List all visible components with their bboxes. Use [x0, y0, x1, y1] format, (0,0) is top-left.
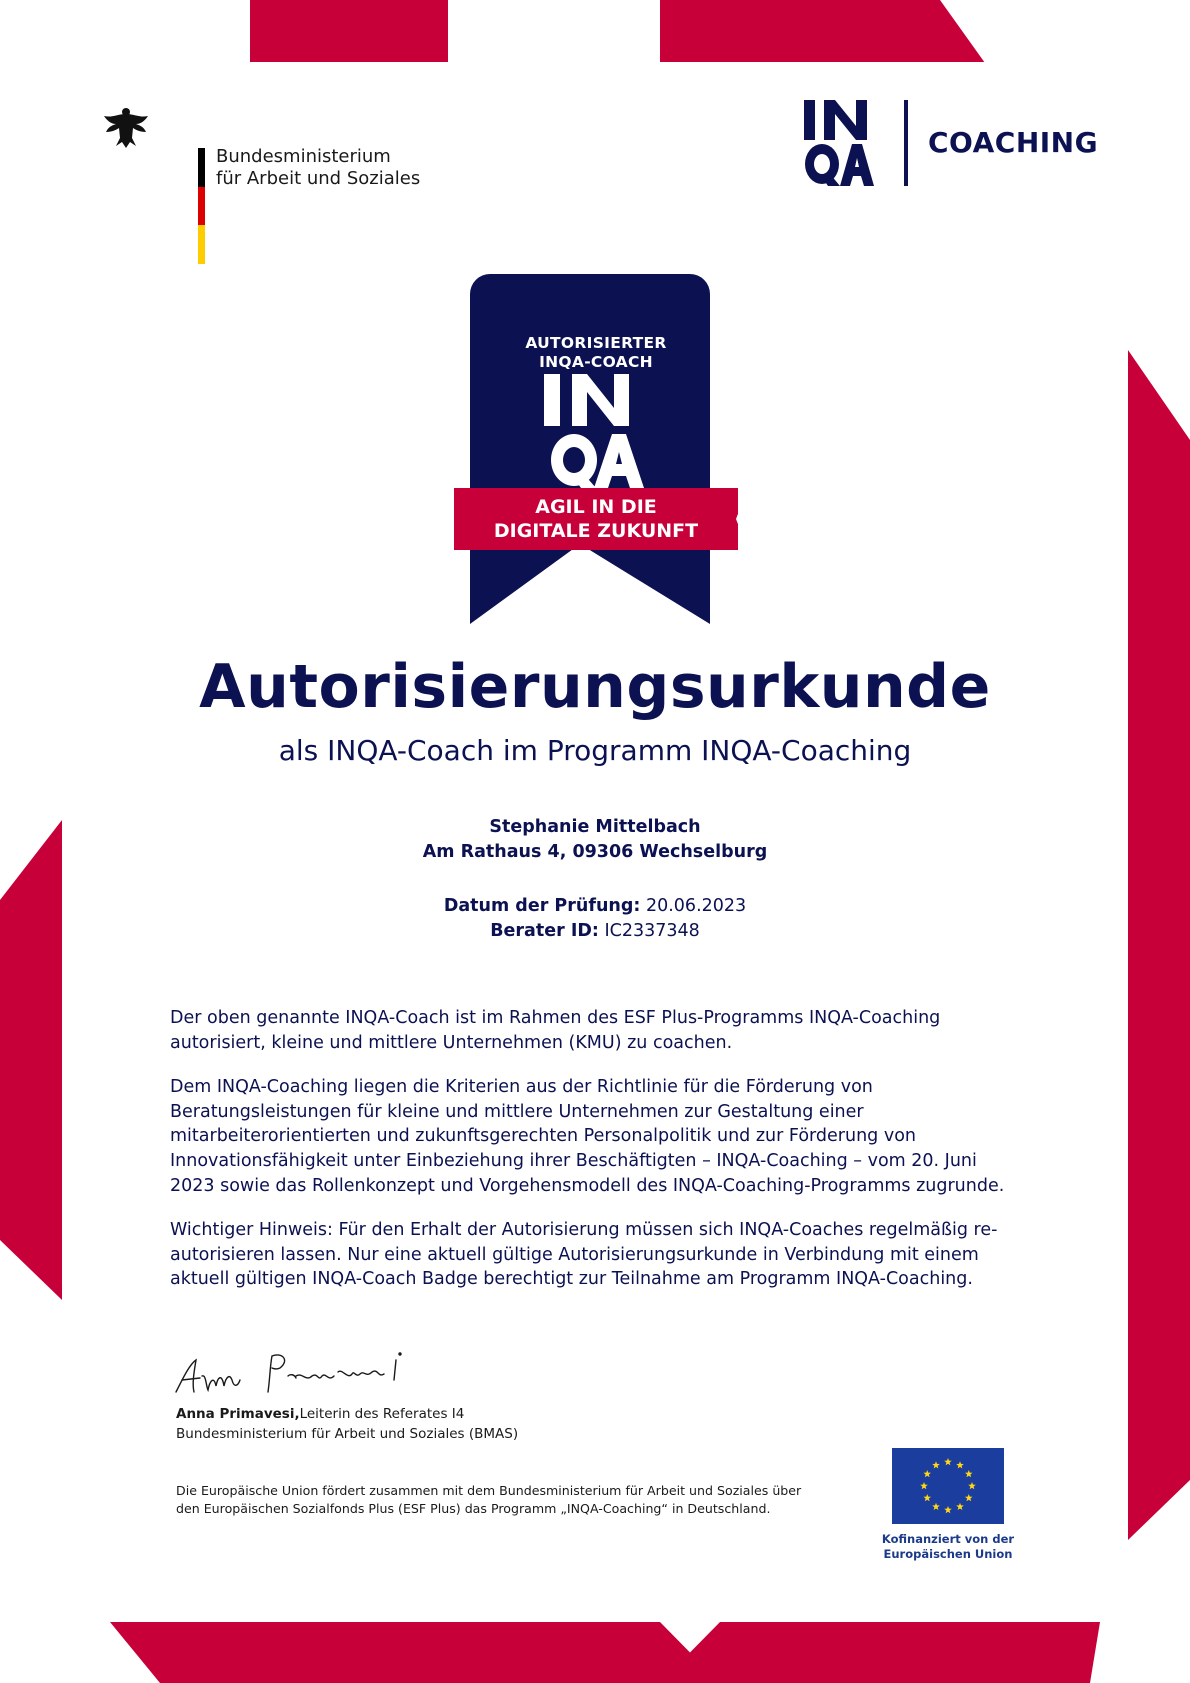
advisor-id-value: IC2337348 — [604, 921, 700, 941]
badge-year-start: 2023 — [574, 575, 618, 593]
exam-date-value: 20.06.2023 — [645, 896, 747, 916]
authorized-coach-badge — [454, 274, 738, 624]
eu-caption-line1: Kofinanziert von der — [881, 1532, 1015, 1546]
holder-address: Am Rathaus 4, 09306 Wechselburg — [422, 842, 768, 862]
exam-date-label: Datum der Prüfung: — [443, 896, 641, 916]
certificate-paper — [62, 62, 1128, 1622]
signer-block — [176, 1404, 518, 1444]
german-flag-bar — [198, 148, 205, 264]
badge-band-line2: DIGITALE ZUKUNFT — [493, 520, 699, 542]
logo-divider — [904, 100, 908, 186]
badge-band-line1: AGIL IN DIE — [535, 496, 657, 518]
badge-year-end: 2024 — [574, 607, 618, 625]
badge-line2: INQA-COACH — [539, 353, 653, 371]
signer-org: Bundesministerium für Arbeit und Soziales (BMAS) — [176, 1426, 519, 1442]
inqa-mark-icon — [804, 100, 874, 186]
exam-date — [62, 894, 1128, 919]
signer-name: Anna Primavesi, — [176, 1406, 300, 1422]
certificate-title: Autorisierungsurkunde — [199, 652, 991, 722]
certificate-body — [170, 1006, 1020, 1312]
badge-line1: AUTORISIERTER — [525, 334, 667, 352]
signer-name-line — [176, 1404, 518, 1424]
advisor-id — [62, 919, 1128, 944]
advisor-id-label: Berater ID: — [490, 921, 599, 941]
signer-role: Leiterin des Referates I4 — [299, 1406, 465, 1422]
body-paragraph-3: Wichtiger Hinweis: Für den Erhalt der Autorisierung müssen sich INQA-Coaches regelmäßig re-autorisieren lassen. Nur eine aktuell gültige Autorisierungsurkunde in Verbindung mit einem aktuell gültigen INQA-Coach Badge berechtigt zur Teilnahme am Programm INQA-Coaching. — [170, 1220, 998, 1290]
body-paragraph-1: Der oben genannte INQA-Coach ist im Rahmen des ESF Plus-Programms INQA-Coaching autorisiert, kleine und mittlere Unternehmen (KMU) zu coachen. — [170, 1008, 941, 1053]
badge-shape — [454, 274, 738, 624]
certificate-subtitle: als INQA-Coach im Programm INQA-Coaching — [278, 734, 912, 767]
ministry-name-line2: für Arbeit und Soziales — [216, 168, 421, 189]
eu-caption-line2: Europäischen Union — [883, 1547, 1013, 1561]
inqa-coaching-logo — [804, 100, 1099, 186]
ministry-name — [216, 146, 436, 190]
body-paragraph-2: Dem INQA-Coaching liegen die Kriterien aus der Richtlinie für die Förderung von Beratungsleistungen für kleine und mittlere Unternehmen zur Gestaltung einer mitarbeiterorientierten und zukunftsgerechten Personalpolitik und zur Förderung von Innovationsfähigkeit unter Einbeziehung ihrer Beschäftigten – INQA-Coaching – vom 20. Juni 2023 sowie das Rollenkonzept und Vorgehensmodell des INQA-Coaching-Programms zugrunde. — [170, 1077, 1005, 1196]
badge-year-dash: – — [593, 591, 599, 605]
ministry-name-line1: Bundesministerium — [216, 146, 391, 167]
federal-eagle-icon — [102, 102, 150, 150]
coaching-wordmark: COACHING — [928, 126, 1099, 159]
eu-notice-line2: den Europäischen Sozialfonds Plus (ESF Plus) das Programm „INQA-Coaching“ in Deutschland. — [176, 1501, 771, 1516]
eu-cofinanced-caption — [878, 1532, 1018, 1562]
eu-flag-icon — [892, 1448, 1004, 1524]
eu-funding-notice — [176, 1482, 816, 1518]
eu-notice-line1: Die Europäische Union fördert zusammen mit dem Bundesministerium für Arbeit und Soziales über — [176, 1483, 802, 1498]
handwritten-signature — [172, 1346, 422, 1402]
holder-name: Stephanie Mittelbach — [489, 817, 701, 837]
